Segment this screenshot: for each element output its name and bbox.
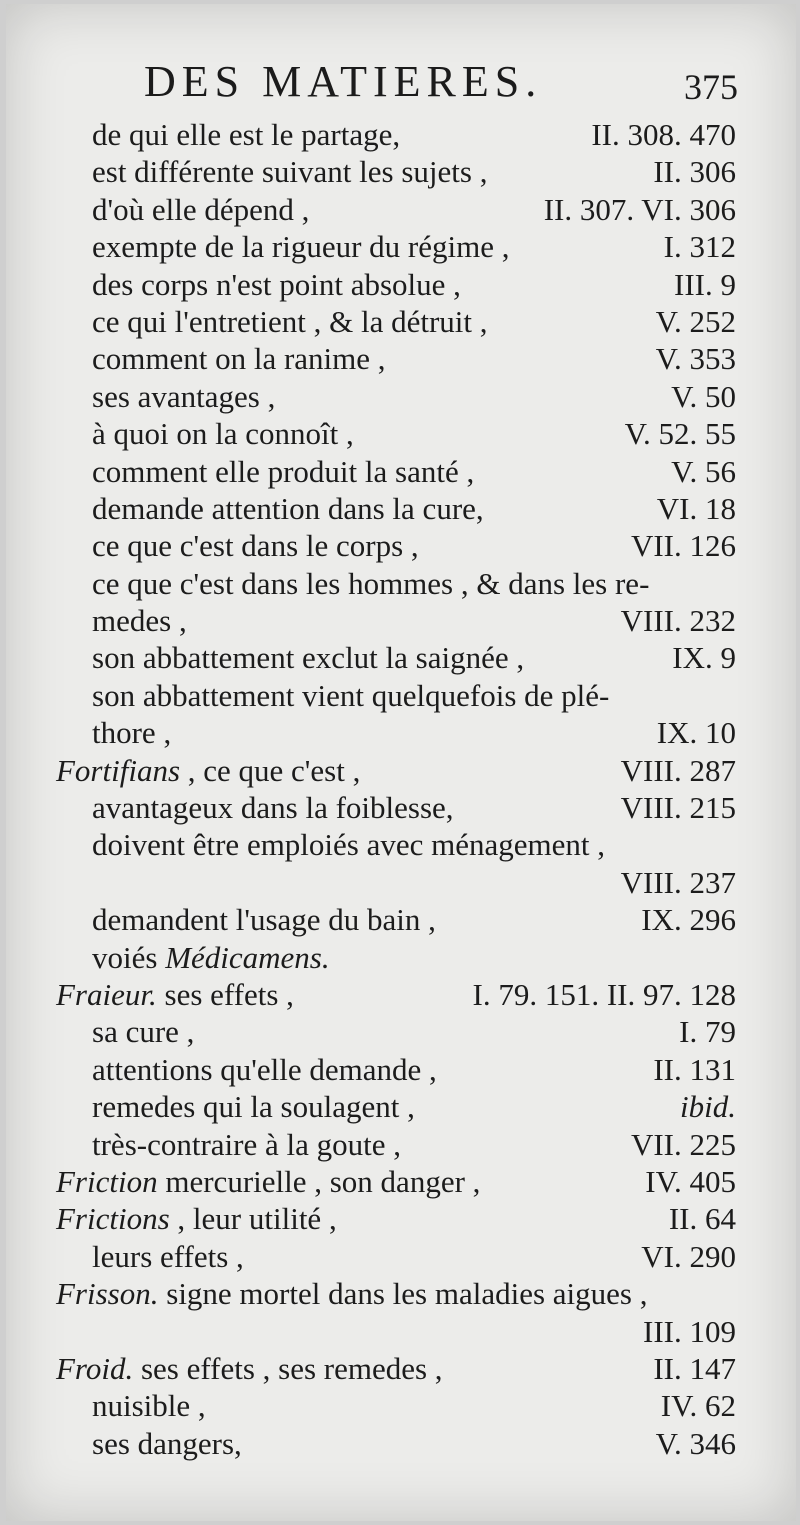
entry-reference: V. 50 bbox=[671, 378, 736, 414]
entry-reference: I. 79 bbox=[679, 1014, 736, 1050]
entry-description: mercurielle , son danger , bbox=[157, 1163, 481, 1199]
index-entry bbox=[6, 340, 796, 377]
entry-text bbox=[92, 1013, 194, 1050]
entry-text bbox=[56, 1350, 443, 1387]
index-entry bbox=[6, 153, 796, 190]
entry-headword: Fortifians bbox=[56, 752, 181, 788]
entry-reference: II. 147 bbox=[653, 1350, 736, 1386]
entry-text bbox=[92, 677, 609, 714]
entry-description: des corps n'est point absolue , bbox=[92, 266, 461, 302]
entry-text bbox=[56, 1200, 337, 1237]
entry-reference: VIII. 287 bbox=[620, 752, 736, 788]
entry-text bbox=[92, 453, 474, 490]
entry-description: ses avantages , bbox=[92, 378, 276, 414]
entry-text bbox=[56, 1275, 648, 1312]
entry-reference: V. 52. 55 bbox=[624, 416, 736, 452]
entry-headword: Frisson. bbox=[56, 1276, 159, 1312]
entry-reference: ibid. bbox=[680, 1089, 736, 1125]
entry-text bbox=[92, 378, 275, 415]
index-entry bbox=[6, 826, 796, 863]
entry-reference: I. 79. 151. II. 97. 128 bbox=[472, 976, 736, 1012]
entry-text bbox=[56, 752, 360, 789]
entry-reference: VII. 225 bbox=[630, 1126, 736, 1162]
entry-description: remedes qui la soulagent , bbox=[92, 1089, 415, 1125]
entry-headword: Froid. bbox=[56, 1350, 134, 1386]
entry-description: son abbattement vient quelquefois de plé- bbox=[92, 677, 610, 713]
entry-description: sa cure , bbox=[92, 1014, 195, 1050]
entry-description: voiés bbox=[92, 939, 166, 975]
entry-description: medes , bbox=[92, 603, 187, 639]
entry-reference: III. 109 bbox=[643, 1313, 736, 1349]
entry-description: ses effets , ses remedes , bbox=[133, 1350, 443, 1386]
index-entry bbox=[6, 752, 796, 789]
entry-text bbox=[92, 266, 461, 303]
entry-text bbox=[92, 340, 386, 377]
index-entry bbox=[6, 266, 796, 303]
entry-reference: II. 64 bbox=[668, 1201, 736, 1237]
entry-reference: VI. 18 bbox=[656, 490, 736, 526]
entry-description: comment elle produit la santé , bbox=[92, 453, 475, 489]
entry-description: très-contraire à la goute , bbox=[92, 1126, 401, 1162]
index-entry bbox=[6, 1275, 796, 1312]
entry-reference: III. 9 bbox=[674, 266, 736, 302]
index-entry bbox=[6, 864, 796, 901]
entry-description: d'où elle dépend , bbox=[92, 191, 310, 227]
entry-description: attentions qu'elle demande , bbox=[92, 1051, 437, 1087]
entry-description: ses effets , bbox=[156, 976, 294, 1012]
entry-text bbox=[92, 1088, 415, 1125]
entry-reference: VIII. 237 bbox=[620, 864, 736, 900]
entry-description: , leur utilité , bbox=[169, 1201, 337, 1237]
index-entry bbox=[6, 1126, 796, 1163]
entry-description: demande attention dans la cure, bbox=[92, 490, 484, 526]
entry-description: ce qui l'entretient , & la détruit , bbox=[92, 303, 488, 339]
entry-description: de qui elle est le partage, bbox=[92, 117, 401, 152]
entry-reference: IX. 296 bbox=[641, 902, 736, 938]
entry-description: son abbattement exclut la saignée , bbox=[92, 640, 525, 676]
entry-text bbox=[92, 415, 354, 452]
index-entry bbox=[6, 490, 796, 527]
entry-description: à quoi on la connoît , bbox=[92, 416, 354, 452]
entry-description: ses dangers, bbox=[92, 1425, 242, 1461]
entry-reference: II. 307. VI. 306 bbox=[543, 191, 736, 227]
entry-reference: VIII. 232 bbox=[620, 603, 736, 639]
entry-reference: V. 346 bbox=[655, 1425, 736, 1461]
entry-text bbox=[92, 153, 487, 190]
running-title: DES MATIERES. bbox=[144, 57, 543, 106]
entry-text bbox=[92, 565, 649, 602]
entry-description: ce que c'est dans le corps , bbox=[92, 528, 419, 564]
entry-text bbox=[92, 1126, 401, 1163]
entry-description: ce que c'est dans les hommes , & dans les re- bbox=[92, 565, 650, 601]
entry-reference: VIII. 215 bbox=[620, 790, 736, 826]
index-entry bbox=[6, 303, 796, 340]
entry-headword: Friction bbox=[56, 1163, 158, 1199]
entry-description: nuisible , bbox=[92, 1388, 206, 1424]
entry-text bbox=[92, 901, 436, 938]
entry-description: est différente suivant les sujets , bbox=[92, 154, 488, 190]
entry-reference: I. 312 bbox=[663, 229, 736, 265]
entry-text bbox=[92, 1051, 437, 1088]
index-entry bbox=[6, 415, 796, 452]
index-entry bbox=[6, 378, 796, 415]
index-entry bbox=[6, 976, 796, 1013]
entry-text bbox=[92, 116, 400, 153]
entry-reference: II. 308. 470 bbox=[591, 117, 736, 152]
index-entry bbox=[6, 527, 796, 564]
entry-description: leurs effets , bbox=[92, 1238, 244, 1274]
index-entry bbox=[6, 1425, 796, 1462]
index-entry bbox=[6, 1387, 796, 1424]
index-entry bbox=[6, 1163, 796, 1200]
entry-description: , ce que c'est , bbox=[180, 752, 361, 788]
index-entries bbox=[6, 116, 796, 1462]
index-entry bbox=[6, 1238, 796, 1275]
entry-reference: VII. 126 bbox=[630, 528, 736, 564]
index-entry bbox=[6, 602, 796, 639]
index-entry bbox=[6, 453, 796, 490]
entry-reference: V. 252 bbox=[655, 303, 736, 339]
entry-description: avantageux dans la foiblesse, bbox=[92, 790, 454, 826]
entry-reference: IV. 405 bbox=[645, 1163, 736, 1199]
entry-reference: II. 306 bbox=[653, 154, 736, 190]
entry-text bbox=[92, 1425, 242, 1462]
index-entry bbox=[6, 1313, 796, 1350]
index-entry bbox=[6, 191, 796, 228]
entry-text bbox=[92, 527, 419, 564]
index-entry bbox=[6, 901, 796, 938]
page-header bbox=[6, 52, 796, 112]
index-entry bbox=[6, 116, 796, 153]
entry-text bbox=[92, 789, 454, 826]
index-entry bbox=[6, 939, 796, 976]
index-entry bbox=[6, 639, 796, 676]
index-entry bbox=[6, 1200, 796, 1237]
entry-text bbox=[92, 228, 509, 265]
entry-text bbox=[92, 939, 330, 976]
entry-text bbox=[56, 976, 294, 1013]
book-page bbox=[6, 4, 796, 1521]
index-entry bbox=[6, 1051, 796, 1088]
entry-headword: Frictions bbox=[56, 1201, 170, 1237]
index-entry bbox=[6, 714, 796, 751]
entry-reference: IX. 9 bbox=[672, 640, 736, 676]
entry-text bbox=[92, 826, 605, 863]
entry-description: comment on la ranime , bbox=[92, 341, 386, 377]
entry-text bbox=[56, 1163, 480, 1200]
entry-description: signe mortel dans les maladies aigues , bbox=[158, 1276, 648, 1312]
entry-text bbox=[92, 303, 488, 340]
index-entry bbox=[6, 228, 796, 265]
index-entry bbox=[6, 565, 796, 602]
entry-text bbox=[92, 1387, 206, 1424]
entry-headword: Fraieur. bbox=[56, 976, 157, 1012]
index-entry bbox=[6, 1088, 796, 1125]
index-entry bbox=[6, 1350, 796, 1387]
entry-cross-reference: Médicamens. bbox=[165, 939, 330, 975]
entry-reference: IX. 10 bbox=[656, 715, 736, 751]
entry-reference: IV. 62 bbox=[660, 1388, 736, 1424]
entry-description: thore , bbox=[92, 715, 172, 751]
entry-text bbox=[92, 1238, 244, 1275]
entry-reference: V. 353 bbox=[655, 341, 736, 377]
entry-description: demandent l'usage du bain , bbox=[92, 902, 436, 938]
entry-text bbox=[92, 191, 309, 228]
entry-reference: VI. 290 bbox=[641, 1238, 736, 1274]
page-number: 375 bbox=[684, 67, 738, 107]
entry-reference: II. 131 bbox=[653, 1051, 736, 1087]
entry-reference: V. 56 bbox=[671, 453, 736, 489]
entry-description: exempte de la rigueur du régime , bbox=[92, 229, 510, 265]
index-entry bbox=[6, 789, 796, 826]
entry-text bbox=[92, 639, 524, 676]
index-entry bbox=[6, 1013, 796, 1050]
entry-text bbox=[92, 714, 171, 751]
entry-text bbox=[92, 602, 187, 639]
index-entry bbox=[6, 677, 796, 714]
entry-description: doivent être emploiés avec ménagement , bbox=[92, 827, 606, 863]
entry-text bbox=[92, 490, 484, 527]
